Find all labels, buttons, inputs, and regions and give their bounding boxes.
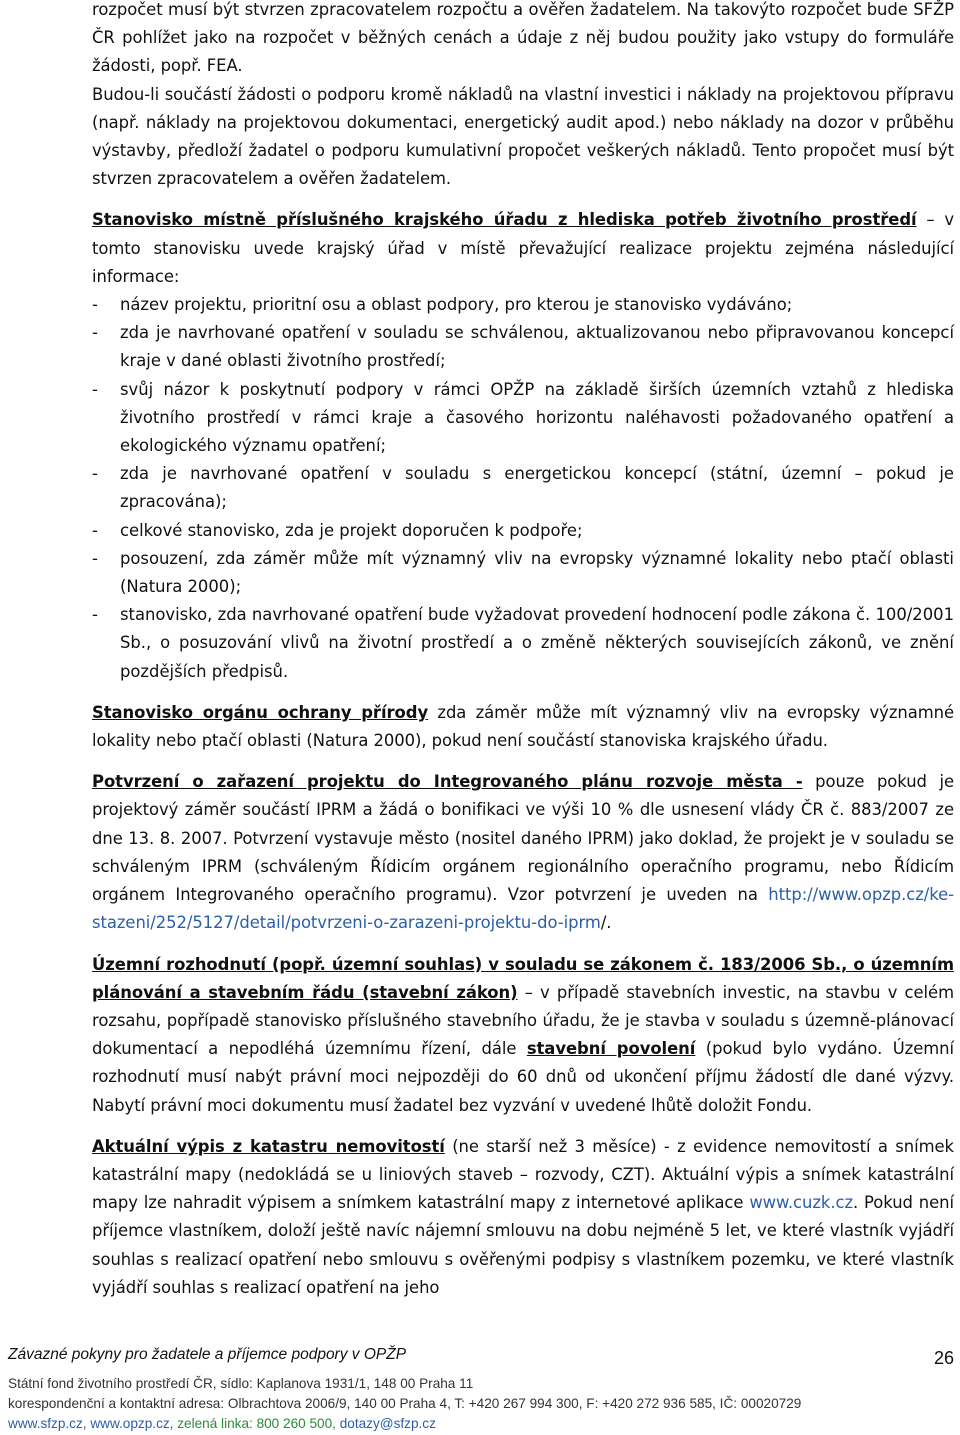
paragraph [92, 206, 954, 291]
footer-title: Závazné pokyny pro žadatele a příjemce podpory v OPŽP [8, 1346, 407, 1363]
paragraph [92, 951, 954, 1120]
paragraph [92, 1133, 954, 1302]
footer-email-link[interactable]: dotazy@sfzp.cz [339, 1416, 436, 1431]
section-heading: Potvrzení o zařazení projektu do Integrovaného plánu rozvoje města - [92, 772, 803, 792]
list-item [92, 376, 954, 461]
hyperlink[interactable]: http://www.opzp.cz/ke-stazeni/252/5127/detail/potvrzeni-o-zarazeni-projektu-do-iprm [92, 885, 954, 933]
section-heading: stavební povolení [526, 1039, 696, 1059]
body-text: zda je navrhované opatření v souladu se schválenou, aktualizovanou nebo připravovanou koncepcí kraje v dané oblasti životního prostředí; [120, 323, 954, 371]
dash-list [92, 291, 954, 686]
body-text: zda je navrhované opatření v souladu s energetickou koncepcí (státní, územní – pokud je zpracována); [120, 464, 954, 512]
section-heading: Aktuální výpis z katastru nemovitostí [92, 1136, 445, 1156]
list-item [92, 601, 954, 686]
page-number: 26 [933, 1348, 954, 1368]
footer-line-web [8, 1414, 801, 1434]
document-body [92, 0, 954, 1302]
body-text: – v tomto stanovisku uvede krajský úřad v místě převažující realizace projektu zejména následující informace: [92, 210, 955, 286]
footer-address [8, 1374, 801, 1434]
document-content [92, 0, 954, 1302]
body-text: název projektu, prioritní osu a oblast podpory, pro kterou je stanovisko vydáváno; [120, 295, 793, 315]
list-item [92, 460, 954, 516]
paragraph-gap [92, 193, 954, 206]
list-item [92, 291, 954, 319]
paragraph-gap [92, 1120, 954, 1133]
body-text: . Pokud není příjemce vlastníkem, doloží ještě navíc nájemní smlouvu na dobu nejméně 5 let, ve které vlastník vyjádří souhlas s realizací opatření nebo smlouvu s ověřenými podpisy s vlastníkem pozemku, ve které vlastník vyjádří souhlas s realizací opatření na jeho [92, 1193, 954, 1297]
paragraph [92, 699, 954, 755]
body-text: – v případě stavebních investic, na stavbu v celém rozsahu, popřípadě stanovisko příslušného stavebního úřadu, že je stavba v souladu s územně-plánovací dokumentací a nepodléhá územnímu řízení, dále [92, 982, 954, 1059]
footer-line-seat: Státní fond životního prostředí ČR, sídlo: Kaplanova 1931/1, 148 00 Praha 11 [8, 1376, 474, 1391]
body-text: celkové stanovisko, zda je projekt doporučen k podpoře; [120, 520, 583, 540]
body-text: posouzení, zda záměr může mít významný vliv na evropsky významné lokality nebo ptačí oblasti (Natura 2000); [120, 548, 954, 597]
body-text: rozpočet musí být stvrzen zpracovatelem rozpočtu a ověřen žadatelem. Na takovýto rozpočet bude SFŽP ČR pohlížet jako na rozpočet v běžných cenách a údaje z něj budou použity jako vstupy do formuláře žádosti, popř. FEA. [92, 0, 954, 76]
body-text: Budou-li součástí žádosti o podporu kromě nákladů na vlastní investici i náklady na projektovou přípravu (např. náklady na projektovou dokumentaci, energetický audit apod.) nebo náklady na dozor v průběhu výstavby, předloží žadatel o podporu kumulativní propočet veškerých nákladů. Tento propočet musí být stvrzen zpracovatelem a ověřen žadatelem. [92, 84, 954, 189]
list-item [92, 545, 954, 601]
body-text: pouze pokud je projektový záměr součástí IPRM a žádá o bonifikaci ve výši 10 % dle usnesení vlády ČR č. 883/2007 ze dne 13. 8. 2007. Potvrzení vystavuje město (nositel daného IPRM) jako doklad, že projekt je v souladu se schváleným IPRM (schváleným Řídicím orgánem regionálního operačního programu, nebo Řídicím orgánem Integrovaného operačního programu). Vzor potvrzení je uveden na [92, 772, 954, 905]
paragraph-gap [92, 938, 954, 951]
body-text: (ne starší než 3 měsíce) - z evidence nemovitostí a snímek katastrální mapy (nedokládá se u liniových staveb – rozvody, CZT). Aktuální výpis a snímek katastrální mapy lze nahradit výpisem a snímkem katastrální mapy z internetové aplikace [92, 1136, 954, 1213]
paragraph-gap [92, 755, 954, 768]
paragraph [92, 0, 954, 81]
body-text: /. [600, 913, 612, 933]
body-text: svůj názor k poskytnutí podpory v rámci OPŽP na základě širších územních vztahů z hlediska životního prostředí v rámci kraje a časového horizontu naléhavosti požadovaného opatření a ekologického významu opatření; [120, 379, 954, 456]
list-item [92, 319, 954, 375]
paragraph [92, 768, 954, 937]
body-text: zda záměr může mít významný vliv na evropsky významné lokality nebo ptačí oblasti (Natura 2000), pokud není součástí stanoviska krajského úřadu. [92, 702, 954, 751]
section-heading: Stanovisko orgánu ochrany přírody [92, 702, 429, 722]
footer-line-contact: korespondenční a kontaktní adresa: Olbrachtova 2006/9, 140 00 Praha 4, T: +420 267 994 300, F: +420 272 936 585, IČ: 00020729 [8, 1396, 802, 1411]
paragraph-gap [92, 686, 954, 699]
footer-web-links[interactable]: www.sfzp.cz, www.opzp.cz, [8, 1416, 174, 1431]
body-text: stanovisko, zda navrhované opatření bude vyžadovat provedení hodnocení podle zákona č. 100/2001 Sb., o posuzování vlivů na životní prostředí a o změně některých souvisejících zákonů, ve znění pozdějších předpisů. [120, 605, 954, 681]
body-text: (pokud bylo vydáno. Územní rozhodnutí musí nabýt právní moci nejpozději do 60 dnů od ukončení příjmu žádostí dle dané výzvy. Nabytí právní moci dokumentu musí žadatel bez vyzvání v uvedené lhůtě doložit Fondu. [92, 1039, 954, 1115]
paragraph [92, 81, 954, 194]
hyperlink[interactable]: www.cuzk.cz [749, 1193, 854, 1213]
list-item [92, 517, 954, 545]
section-heading: Územní rozhodnutí (popř. územní souhlas) v souladu se zákonem č. 183/2006 Sb., o územním plánování a stavebním řádu (stavební zákon) [92, 954, 954, 1002]
section-heading: Stanovisko místně příslušného krajského úřadu z hlediska potřeb životního prostředí [92, 210, 917, 230]
footer-green-line: zelená linka: 800 260 500, [177, 1416, 336, 1431]
